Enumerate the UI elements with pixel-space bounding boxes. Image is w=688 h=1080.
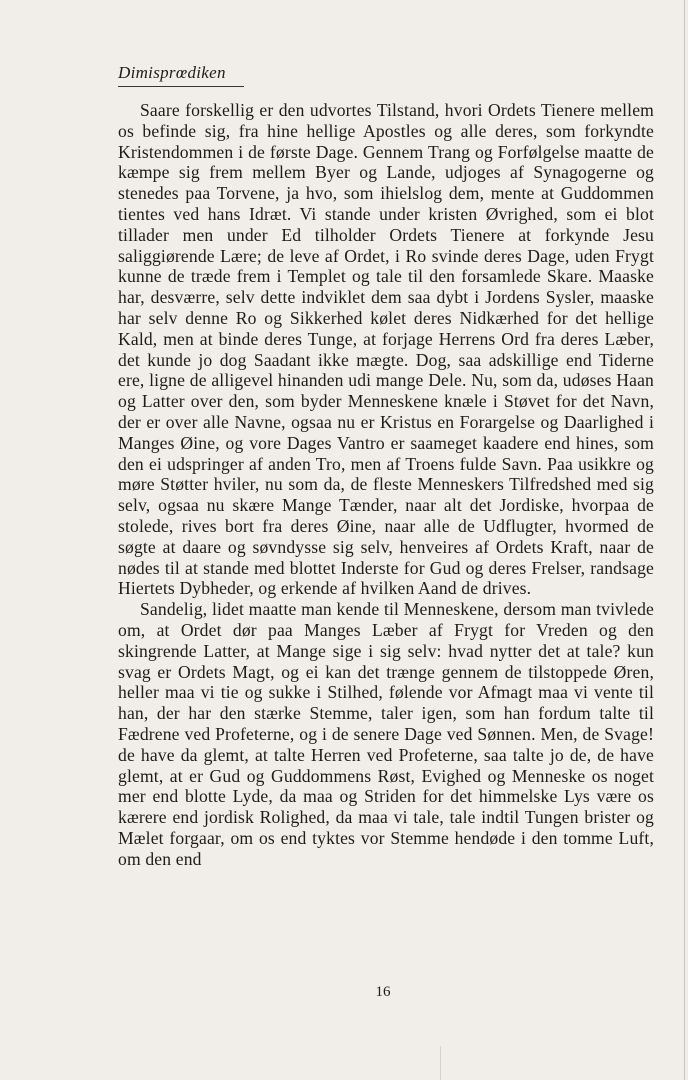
page-edge-line-lower (440, 1046, 441, 1080)
header-rule (118, 86, 244, 87)
paragraph-1: Saare forskellig er den udvortes Tilstand, hvori Ordets Tienere mellem os befinde sig, fra hine hellige Apostles og alle deres, som forkyndte Kristendommen i de første Dage. Gennem Trang og Forfølgelse maatte de kæmpe sig frem mellem Byer og Lande, udjoges af Synagogerne og stenedes paa Torvene, ja hvo, som ihielslog dem, mente at Guddommen tientes ved hans Idræt. Vi stande under kristen Øvrighed, som ei blot tillader men under Ed tilholder Ordets Tienere at forkynde Jesu saliggiørende Lære; de leve af Ordet, i Ro svinde deres Dage, uden Frygt kunne de træde frem i Templet og tale til den forsamlede Skare. Maaske har, desværre, selv dette indviklet dem saa dybt i Jordens Sysler, maaske har selv denne Ro og Sikkerhed kølet deres Nidkærhed for det hellige Kald, men at binde deres Tunge, at forjage Herrens Ord fra deres Læber, det kunde jo dog Saadant ikke mægte. Dog, saa adskillige end Tiderne ere, ligne de alligevel hinanden udi mange Dele. Nu, som da, udøses Haan og Latter over den, som byder Menneskene knæle i Støvet for det Navn, der er over alle Navne, ogsaa nu er Kristus en Forargelse og Daarlighed i Manges Øine, og vore Dages Vantro er saameget kaadere end hines, som den ei udspringer af anden Tro, men af Troens fulde Savn. Paa usikkre og møre Støtter hviler, nu som da, de fleste Menneskers Tilfredshed med sig selv, ogsaa nu skære Mange Tænder, naar alt det Jordiske, hvorpaa de stolede, rives bort fra deres Øine, naar alle de Udflugter, hvormed de søgte at daare og søvndysse sig selv, henveires af Ordets Kraft, naar de nødes til at stande med blottet Inderste for Gud og deres Frelser, randsage Hiertets Dybheder, og erkende af hvilken Aand de drives. (118, 100, 654, 599)
paragraph-2: Sandelig, lidet maatte man kende til Menneskene, dersom man tvivlede om, at Ordet dør paa Manges Læber af Frygt for Vreden og den skingrende Latter, at Mange sige i sig selv: hvad nytter det at tale? kun svag er Ordets Magt, og ei kan det trænge gennem de tilstoppede Øren, heller maa vi tie og sukke i Stilhed, følende vor Afmagt maa vi vente til han, der har den stærke Stemme, taler igen, som han fordum talte til Fædrene ved Profeterne, og i de senere Dage ved Sønnen. Men, de Svage! de have da glemt, at talte Herren ved Profeterne, saa talte jo de, de have glemt, at er Gud og Guddommens Røst, Evighed og Menneske os noget mer end blotte Lyde, da maa og Striden for det himmelske Lys være os kærere end jordisk Rolighed, da maa vi tale, tale indtil Tungen brister og Mælet forgaar, om os end tyktes vor Stemme hendøde i den tomme Luft, om den end (118, 599, 654, 869)
body-text (118, 100, 654, 869)
page-number: 16 (375, 984, 391, 1000)
running-header: Dimisprœdiken (118, 63, 226, 82)
page-edge-line (684, 0, 685, 1080)
